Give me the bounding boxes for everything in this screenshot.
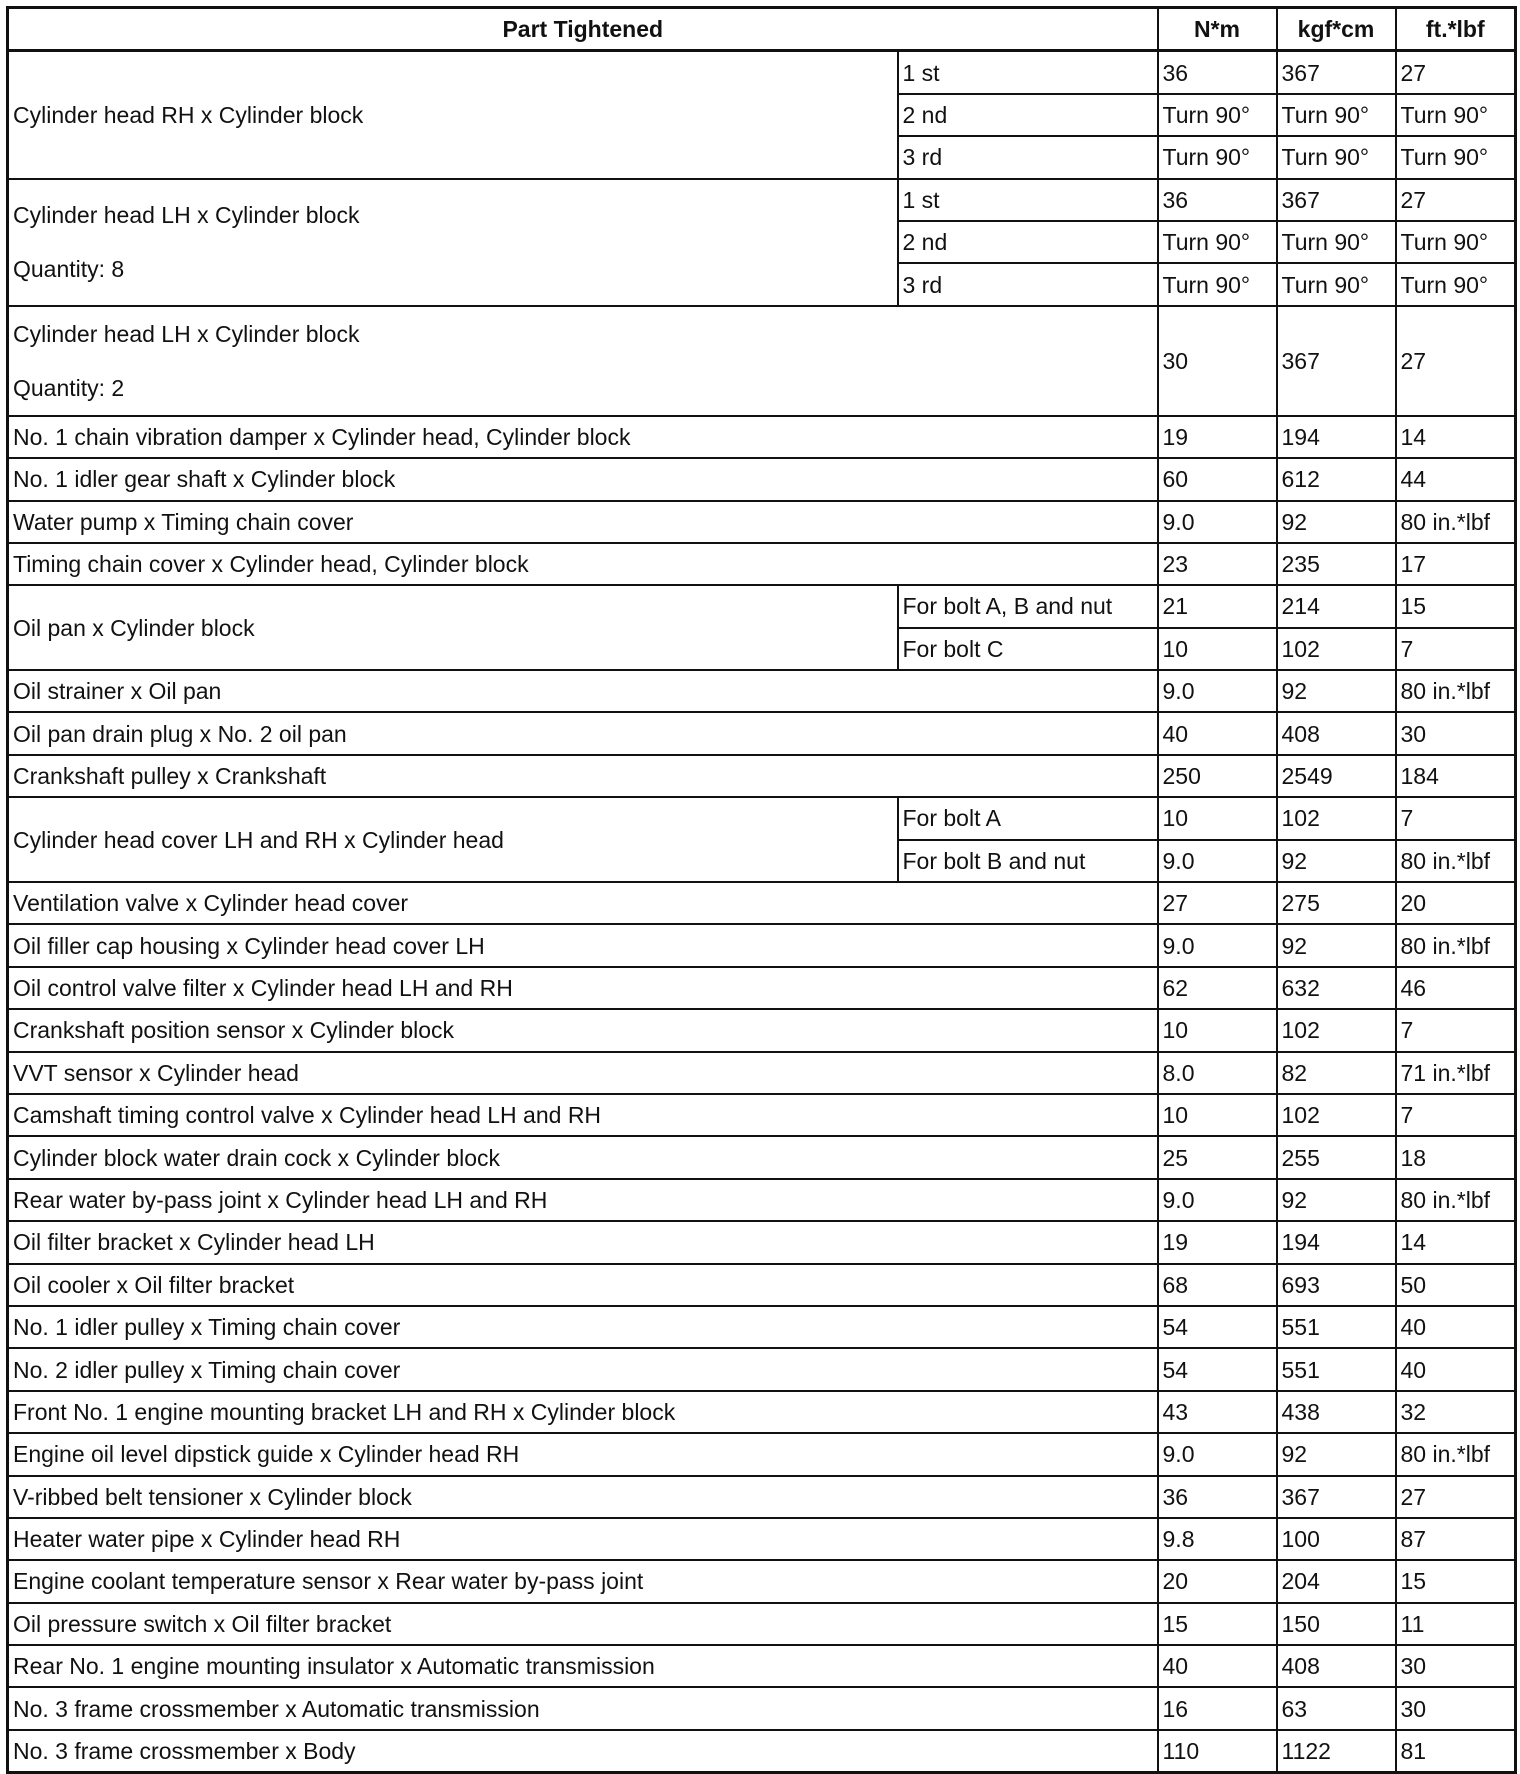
ftlbf-value-cell: 14 <box>1396 416 1516 458</box>
part-name-line: Engine coolant temperature sensor x Rear water by-pass joint <box>13 1568 644 1595</box>
nm-value-cell: 27 <box>1158 882 1277 924</box>
nm-value-cell: 9.0 <box>1158 501 1277 543</box>
ftlbf-value-cell: Turn 90° <box>1396 136 1516 178</box>
part-name-cell <box>8 501 1158 543</box>
table-row <box>8 1730 1516 1773</box>
part-name-line: Quantity: 2 <box>13 374 125 401</box>
part-name-line: Crankshaft position sensor x Cylinder block <box>13 1017 455 1044</box>
step-label-cell: 3 rd <box>898 136 1158 178</box>
ftlbf-value-cell: 80 in.*lbf <box>1396 1433 1516 1475</box>
nm-value-cell: 250 <box>1158 755 1277 797</box>
table-row <box>8 1433 1516 1475</box>
kgfcm-value-cell: 214 <box>1277 585 1396 627</box>
table-row <box>8 416 1516 458</box>
ftlbf-value-cell: Turn 90° <box>1396 94 1516 136</box>
part-name-cell <box>8 797 898 882</box>
part-name-cell <box>8 1730 1158 1773</box>
kgfcm-value-cell: 82 <box>1277 1052 1396 1094</box>
step-label-cell: For bolt B and nut <box>898 840 1158 882</box>
ftlbf-value-cell: 14 <box>1396 1221 1516 1263</box>
kgfcm-value-cell: Turn 90° <box>1277 94 1396 136</box>
nm-value-cell: 9.0 <box>1158 1433 1277 1475</box>
kgfcm-value-cell: 92 <box>1277 501 1396 543</box>
part-name-line: Oil pan drain plug x No. 2 oil pan <box>13 720 347 747</box>
nm-value-cell: 25 <box>1158 1136 1277 1178</box>
kgfcm-value-cell: Turn 90° <box>1277 221 1396 263</box>
part-name-line: No. 3 frame crossmember x Body <box>13 1738 356 1765</box>
ftlbf-value-cell: 44 <box>1396 458 1516 500</box>
part-name-cell <box>8 1391 1158 1433</box>
ftlbf-value-cell: 50 <box>1396 1264 1516 1306</box>
ftlbf-value-cell: 80 in.*lbf <box>1396 840 1516 882</box>
part-name-cell <box>8 543 1158 585</box>
nm-value-cell: 40 <box>1158 712 1277 754</box>
kgfcm-value-cell: 63 <box>1277 1687 1396 1729</box>
table-row <box>8 543 1516 585</box>
part-name-line: Oil filter bracket x Cylinder head LH <box>13 1229 375 1256</box>
nm-value-cell: 20 <box>1158 1560 1277 1602</box>
header-row <box>8 8 1516 51</box>
table-row <box>8 1560 1516 1602</box>
table-row <box>8 1052 1516 1094</box>
table-row <box>8 924 1516 966</box>
part-name-cell <box>8 1264 1158 1306</box>
kgfcm-value-cell: 551 <box>1277 1348 1396 1390</box>
kgfcm-value-cell: 102 <box>1277 797 1396 839</box>
kgfcm-value-cell: 408 <box>1277 712 1396 754</box>
part-name-cell <box>8 712 1158 754</box>
nm-value-cell: Turn 90° <box>1158 136 1277 178</box>
step-label-cell: 2 nd <box>898 94 1158 136</box>
kgfcm-value-cell: 102 <box>1277 1009 1396 1051</box>
kgfcm-value-cell: 92 <box>1277 840 1396 882</box>
ftlbf-value-cell: 7 <box>1396 797 1516 839</box>
ftlbf-value-cell: 27 <box>1396 306 1516 416</box>
nm-value-cell: 43 <box>1158 1391 1277 1433</box>
table-row <box>8 967 1516 1009</box>
part-name-cell <box>8 967 1158 1009</box>
ftlbf-value-cell: Turn 90° <box>1396 263 1516 305</box>
ftlbf-value-cell: 18 <box>1396 1136 1516 1178</box>
part-name-line: Cylinder block water drain cock x Cylinder block <box>13 1144 501 1171</box>
part-name-cell <box>8 1687 1158 1729</box>
kgfcm-value-cell: 438 <box>1277 1391 1396 1433</box>
kgfcm-value-cell: 194 <box>1277 1221 1396 1263</box>
kgfcm-value-cell: 100 <box>1277 1518 1396 1560</box>
part-name-line: Rear water by-pass joint x Cylinder head LH and RH <box>13 1186 548 1213</box>
ftlbf-value-cell: 40 <box>1396 1306 1516 1348</box>
part-name-cell <box>8 1009 1158 1051</box>
part-name-line: Front No. 1 engine mounting bracket LH and RH x Cylinder block <box>13 1398 676 1425</box>
nm-value-cell: 10 <box>1158 797 1277 839</box>
part-name-cell <box>8 882 1158 924</box>
step-label-cell: For bolt A <box>898 797 1158 839</box>
kgfcm-value-cell: 92 <box>1277 670 1396 712</box>
table-row <box>8 1136 1516 1178</box>
part-name-line: No. 1 idler pulley x Timing chain cover <box>13 1314 401 1341</box>
nm-header: N*m <box>1158 8 1277 51</box>
part-name-line: Ventilation valve x Cylinder head cover <box>13 890 409 917</box>
part-name-line: Oil cooler x Oil filter bracket <box>13 1271 295 1298</box>
ftlbf-value-cell: 87 <box>1396 1518 1516 1560</box>
ftlbf-value-cell: 11 <box>1396 1603 1516 1645</box>
nm-value-cell: 36 <box>1158 51 1277 94</box>
part-name-line: Cylinder head LH x Cylinder block <box>13 320 360 347</box>
kgfcm-value-cell: 408 <box>1277 1645 1396 1687</box>
table-row <box>8 1094 1516 1136</box>
ftlbf-value-cell: 7 <box>1396 1094 1516 1136</box>
table-row <box>8 1645 1516 1687</box>
kgfcm-value-cell: 367 <box>1277 1476 1396 1518</box>
ftlbf-value-cell: 30 <box>1396 1645 1516 1687</box>
kgfcm-value-cell: 367 <box>1277 51 1396 94</box>
nm-value-cell: 9.0 <box>1158 924 1277 966</box>
ftlbf-value-cell: 80 in.*lbf <box>1396 670 1516 712</box>
part-name-line: Engine oil level dipstick guide x Cylinder head RH <box>13 1441 520 1468</box>
kgfcm-value-cell: Turn 90° <box>1277 136 1396 178</box>
ftlbf-value-cell: 7 <box>1396 628 1516 670</box>
ftlbf-value-cell: 7 <box>1396 1009 1516 1051</box>
part-name-line: No. 1 idler gear shaft x Cylinder block <box>13 466 396 493</box>
kgfcm-header: kgf*cm <box>1277 8 1396 51</box>
step-label-cell: 2 nd <box>898 221 1158 263</box>
part-name-cell <box>8 306 1158 416</box>
nm-value-cell: 19 <box>1158 416 1277 458</box>
nm-value-cell: 30 <box>1158 306 1277 416</box>
part-name-cell <box>8 1348 1158 1390</box>
torque-specification-table <box>6 6 1517 1774</box>
ftlbf-value-cell: 71 in.*lbf <box>1396 1052 1516 1094</box>
part-name-line: No. 2 idler pulley x Timing chain cover <box>13 1356 401 1383</box>
part-name-cell <box>8 755 1158 797</box>
part-name-line: Crankshaft pulley x Crankshaft <box>13 763 327 790</box>
part-name-cell <box>8 1476 1158 1518</box>
part-name-line: Oil control valve filter x Cylinder head LH and RH <box>13 975 513 1001</box>
nm-value-cell: 8.0 <box>1158 1052 1277 1094</box>
kgfcm-value-cell: 150 <box>1277 1603 1396 1645</box>
step-label-cell: For bolt C <box>898 628 1158 670</box>
nm-value-cell: 62 <box>1158 967 1277 1009</box>
ftlbf-value-cell: 80 in.*lbf <box>1396 1179 1516 1221</box>
kgfcm-value-cell: 235 <box>1277 543 1396 585</box>
part-name-cell <box>8 179 898 306</box>
table-row <box>8 755 1516 797</box>
part-name-cell <box>8 1433 1158 1475</box>
part-name-line: V-ribbed belt tensioner x Cylinder block <box>13 1483 412 1510</box>
part-name-cell <box>8 1094 1158 1136</box>
nm-value-cell: 10 <box>1158 628 1277 670</box>
table-row <box>8 712 1516 754</box>
nm-value-cell: 10 <box>1158 1009 1277 1051</box>
nm-value-cell: 68 <box>1158 1264 1277 1306</box>
part-name-cell <box>8 1136 1158 1178</box>
kgfcm-value-cell: 102 <box>1277 628 1396 670</box>
ftlbf-value-cell: 81 <box>1396 1730 1516 1773</box>
nm-value-cell: 9.0 <box>1158 1179 1277 1221</box>
table-row <box>8 1179 1516 1221</box>
kgfcm-value-cell: 102 <box>1277 1094 1396 1136</box>
part-name-line: Rear No. 1 engine mounting insulator x Automatic transmission <box>13 1653 655 1680</box>
nm-value-cell: 60 <box>1158 458 1277 500</box>
part-name-cell <box>8 1518 1158 1560</box>
table-row <box>8 1348 1516 1390</box>
ftlbf-value-cell: 15 <box>1396 1560 1516 1602</box>
step-label-cell: 3 rd <box>898 263 1158 305</box>
nm-value-cell: 21 <box>1158 585 1277 627</box>
table-row <box>8 51 1516 94</box>
table-row <box>8 1306 1516 1348</box>
ftlbf-value-cell: Turn 90° <box>1396 221 1516 263</box>
table-row <box>8 1221 1516 1263</box>
nm-value-cell: 19 <box>1158 1221 1277 1263</box>
ftlbf-value-cell: 15 <box>1396 585 1516 627</box>
part-name-cell <box>8 1603 1158 1645</box>
table-row <box>8 797 1516 839</box>
step-label-cell: For bolt A, B and nut <box>898 585 1158 627</box>
part-name-line: No. 3 frame crossmember x Automatic transmission <box>13 1695 540 1722</box>
nm-value-cell: 54 <box>1158 1306 1277 1348</box>
part-name-line: Timing chain cover x Cylinder head, Cylinder block <box>13 551 529 578</box>
part-name-line: Water pump x Timing chain cover <box>13 508 354 535</box>
ftlbf-value-cell: 20 <box>1396 882 1516 924</box>
part-name-line: Oil pan x Cylinder block <box>13 614 255 641</box>
kgfcm-value-cell: 255 <box>1277 1136 1396 1178</box>
part-name-cell <box>8 1179 1158 1221</box>
table-row <box>8 882 1516 924</box>
nm-value-cell: 40 <box>1158 1645 1277 1687</box>
nm-value-cell: 9.0 <box>1158 840 1277 882</box>
ftlbf-value-cell: 184 <box>1396 755 1516 797</box>
kgfcm-value-cell: 1122 <box>1277 1730 1396 1773</box>
ftlbf-value-cell: 27 <box>1396 1476 1516 1518</box>
nm-value-cell: Turn 90° <box>1158 221 1277 263</box>
ftlbf-value-cell: 30 <box>1396 1687 1516 1729</box>
part-name-line: VVT sensor x Cylinder head <box>13 1059 299 1086</box>
part-name-cell <box>8 1052 1158 1094</box>
ftlbf-value-cell: 80 in.*lbf <box>1396 501 1516 543</box>
kgfcm-value-cell: 2549 <box>1277 755 1396 797</box>
table-row <box>8 1009 1516 1051</box>
table-row <box>8 670 1516 712</box>
table-row <box>8 1687 1516 1729</box>
part-name-cell <box>8 585 898 670</box>
nm-value-cell: 16 <box>1158 1687 1277 1729</box>
ftlbf-value-cell: 80 in.*lbf <box>1396 924 1516 966</box>
nm-value-cell: 9.8 <box>1158 1518 1277 1560</box>
kgfcm-value-cell: 92 <box>1277 924 1396 966</box>
part-name-cell <box>8 416 1158 458</box>
table-row <box>8 458 1516 500</box>
nm-value-cell: 36 <box>1158 179 1277 221</box>
table-row <box>8 179 1516 221</box>
ftlbf-header: ft.*lbf <box>1396 8 1516 51</box>
kgfcm-value-cell: 612 <box>1277 458 1396 500</box>
ftlbf-value-cell: 40 <box>1396 1348 1516 1390</box>
kgfcm-value-cell: 204 <box>1277 1560 1396 1602</box>
part-name-line: Oil filler cap housing x Cylinder head cover LH <box>13 932 485 959</box>
part-name-line: Heater water pipe x Cylinder head RH <box>13 1526 401 1553</box>
part-name-line: Cylinder head RH x Cylinder block <box>13 101 364 128</box>
ftlbf-value-cell: 46 <box>1396 967 1516 1009</box>
nm-value-cell: 15 <box>1158 1603 1277 1645</box>
kgfcm-value-cell: Turn 90° <box>1277 263 1396 305</box>
kgfcm-value-cell: 367 <box>1277 306 1396 416</box>
nm-value-cell: 36 <box>1158 1476 1277 1518</box>
table-row <box>8 1476 1516 1518</box>
part-name-line: Cylinder head LH x Cylinder block <box>13 202 360 229</box>
part-name-cell <box>8 458 1158 500</box>
table-row <box>8 1518 1516 1560</box>
table-row <box>8 1391 1516 1433</box>
ftlbf-value-cell: 32 <box>1396 1391 1516 1433</box>
kgfcm-value-cell: 275 <box>1277 882 1396 924</box>
part-name-line: Oil strainer x Oil pan <box>13 678 222 705</box>
nm-value-cell: Turn 90° <box>1158 94 1277 136</box>
nm-value-cell: 54 <box>1158 1348 1277 1390</box>
torque-table-body <box>8 51 1516 1773</box>
part-name-cell <box>8 924 1158 966</box>
kgfcm-value-cell: 693 <box>1277 1264 1396 1306</box>
part-name-line: Cylinder head cover LH and RH x Cylinder head <box>13 826 504 853</box>
ftlbf-value-cell: 17 <box>1396 543 1516 585</box>
part-name-line: Oil pressure switch x Oil filter bracket <box>13 1610 392 1637</box>
part-name-cell <box>8 670 1158 712</box>
ftlbf-value-cell: 30 <box>1396 712 1516 754</box>
kgfcm-value-cell: 632 <box>1277 967 1396 1009</box>
table-row <box>8 1603 1516 1645</box>
part-name-cell <box>8 51 898 179</box>
nm-value-cell: Turn 90° <box>1158 263 1277 305</box>
kgfcm-value-cell: 367 <box>1277 179 1396 221</box>
kgfcm-value-cell: 92 <box>1277 1179 1396 1221</box>
ftlbf-value-cell: 27 <box>1396 51 1516 94</box>
step-label-cell: 1 st <box>898 51 1158 94</box>
kgfcm-value-cell: 551 <box>1277 1306 1396 1348</box>
part-name-cell <box>8 1306 1158 1348</box>
part-name-cell <box>8 1221 1158 1263</box>
nm-value-cell: 110 <box>1158 1730 1277 1773</box>
table-row <box>8 306 1516 416</box>
table-row <box>8 501 1516 543</box>
table-row <box>8 585 1516 627</box>
part-name-line: Camshaft timing control valve x Cylinder head LH and RH <box>13 1102 602 1129</box>
part-name-cell <box>8 1560 1158 1602</box>
table-row <box>8 1264 1516 1306</box>
part-tightened-header: Part Tightened <box>8 8 1158 51</box>
step-label-cell: 1 st <box>898 179 1158 221</box>
nm-value-cell: 23 <box>1158 543 1277 585</box>
kgfcm-value-cell: 194 <box>1277 416 1396 458</box>
part-name-line: No. 1 chain vibration damper x Cylinder head, Cylinder block <box>13 423 631 450</box>
kgfcm-value-cell: 92 <box>1277 1433 1396 1475</box>
nm-value-cell: 9.0 <box>1158 670 1277 712</box>
part-name-line: Quantity: 8 <box>13 256 125 283</box>
ftlbf-value-cell: 27 <box>1396 179 1516 221</box>
nm-value-cell: 10 <box>1158 1094 1277 1136</box>
part-name-cell <box>8 1645 1158 1687</box>
